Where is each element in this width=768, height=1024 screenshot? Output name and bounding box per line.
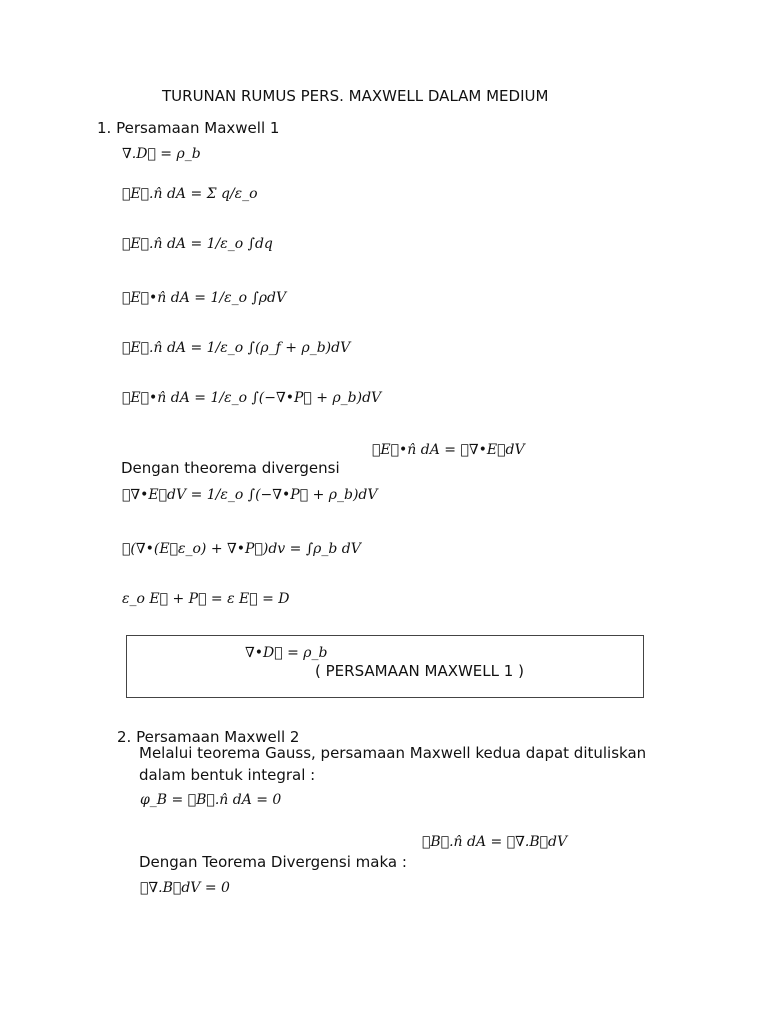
equation-2-3: ∮∇.B⃗dV = 0	[140, 880, 230, 896]
section2-intro-line2: dalam bentuk integral :	[139, 766, 316, 784]
equation-9: ∮(∇•(E⃗ε_o) + ∇•P⃗)dv = ∫ρ_b dV	[122, 541, 361, 557]
equation-2-1: φ_B = ∮B⃗.n̂ dA = 0	[140, 792, 282, 808]
section2-intro-line1: Melalui teorema Gauss, persamaan Maxwell kedua dapat dituliskan	[139, 744, 647, 762]
equation-1: ∇.D⃗ = ρ_b	[122, 146, 201, 162]
section1-heading: 1. Persamaan Maxwell 1	[97, 119, 280, 137]
equation-3: ∮E⃗.n̂ dA = 1/ε_o ∫dq	[122, 236, 273, 252]
page-title: TURUNAN RUMUS PERS. MAXWELL DALAM MEDIUM	[162, 87, 549, 105]
equation-10: ε_o E⃗ + P⃗ = ε E⃗ = D	[122, 591, 290, 607]
equation-8: ∮∇•E⃗dV = 1/ε_o ∫(−∇•P⃗ + ρ_b)dV	[122, 487, 378, 503]
equation-4: ∮E⃗•n̂ dA = 1/ε_o ∫ρdV	[122, 290, 287, 306]
equation-6: ∮E⃗•n̂ dA = 1/ε_o ∫(−∇•P⃗ + ρ_b)dV	[122, 390, 382, 406]
boxed-label: ( PERSAMAAN MAXWELL 1 )	[315, 662, 524, 680]
equation-5: ∮E⃗.n̂ dA = 1/ε_o ∫(ρ_f + ρ_b)dV	[122, 340, 351, 356]
divergence-text-1: Dengan theorema divergensi	[121, 459, 340, 477]
divergence-text-2: Dengan Teorema Divergensi maka :	[139, 853, 407, 871]
equation-7: ∮E⃗•n̂ dA = ∮∇•E⃗dV	[372, 442, 525, 458]
boxed-equation: ∇•D⃗ = ρ_b	[245, 645, 328, 661]
equation-2: ∮E⃗.n̂ dA = Σ q/ε_o	[122, 186, 258, 202]
equation-2-2: ∮B⃗.n̂ dA = ∮∇.B⃗dV	[422, 834, 568, 850]
maxwell-1-result-box	[126, 635, 644, 698]
section2-heading: 2. Persamaan Maxwell 2	[117, 728, 300, 746]
